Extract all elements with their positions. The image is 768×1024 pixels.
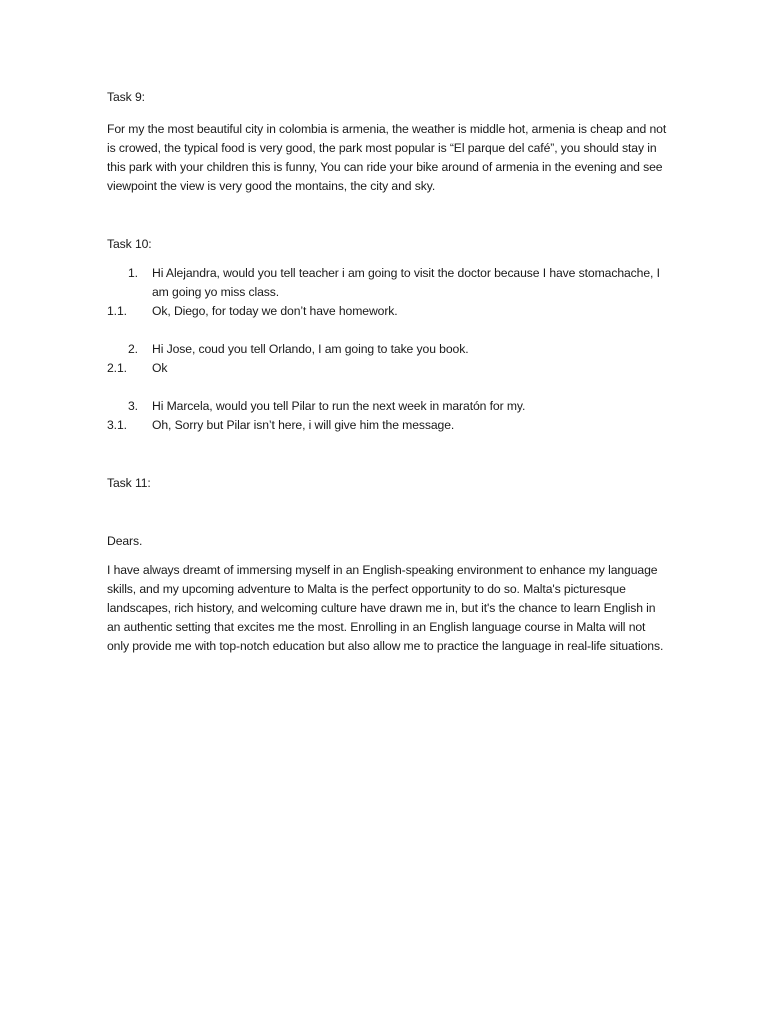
dialog-2-reply	[107, 359, 667, 378]
task10-heading: Task 10:	[107, 237, 152, 251]
document-page	[107, 88, 667, 656]
dialog-3-reply-text: Oh, Sorry but Pilar isn’t here, i will give him the message.	[152, 418, 455, 432]
task10-dialog-list	[107, 264, 667, 435]
dialog-3-reply	[107, 416, 667, 435]
dialog-3-text: Hi Marcela, would you tell Pilar to run the next week in maratón for my.	[152, 399, 526, 413]
task11-paragraph: I have always dreamt of immersing myself in an English-speaking environment to enhance my language skills, and my upcoming adventure to Malta is the perfect opportunity to do so. Malta's picturesque landscapes, rich history, and welcoming culture have drawn me in, but it's the chance to learn English in an authentic setting that excites me the most. Enrolling in an English language course in Malta will not only provide me with top-notch education but also allow me to practice the language in real-life situations.	[107, 563, 664, 653]
dialog-1-number: 1.	[128, 266, 138, 280]
dialog-1-text: Hi Alejandra, would you tell teacher i am going to visit the doctor because I have stomachache, I am going yo miss class.	[152, 266, 660, 299]
dialog-2-text: Hi Jose, coud you tell Orlando, I am going to take you book.	[152, 342, 469, 356]
dialog-2	[107, 340, 667, 359]
dialog-1-reply-text: Ok, Diego, for today we don’t have homework.	[152, 304, 398, 318]
task9-heading: Task 9:	[107, 90, 145, 104]
dialog-1	[107, 264, 667, 302]
dialog-3	[107, 397, 667, 416]
dialog-3-number: 3.	[128, 399, 138, 413]
dialog-1-reply	[107, 302, 667, 321]
dialog-2-reply-number: 2.1.	[107, 361, 127, 375]
dialog-3-reply-number: 3.1.	[107, 418, 127, 432]
task9-paragraph: For my the most beautiful city in colombia is armenia, the weather is middle hot, armenia is cheap and not is crowed, the typical food is very good, the park most popular is “El parque del café”, you should stay in this park with your children this is funny, You can ride your bike around of armenia in the evening and see viewpoint the view is very good the montains, the city and sky.	[107, 122, 667, 193]
dialog-1-reply-number: 1.1.	[107, 304, 127, 318]
task11-heading: Task 11:	[107, 476, 151, 490]
dialog-2-number: 2.	[128, 342, 138, 356]
dialog-2-reply-text: Ok	[152, 361, 168, 375]
letter-greeting: Dears.	[107, 534, 143, 548]
